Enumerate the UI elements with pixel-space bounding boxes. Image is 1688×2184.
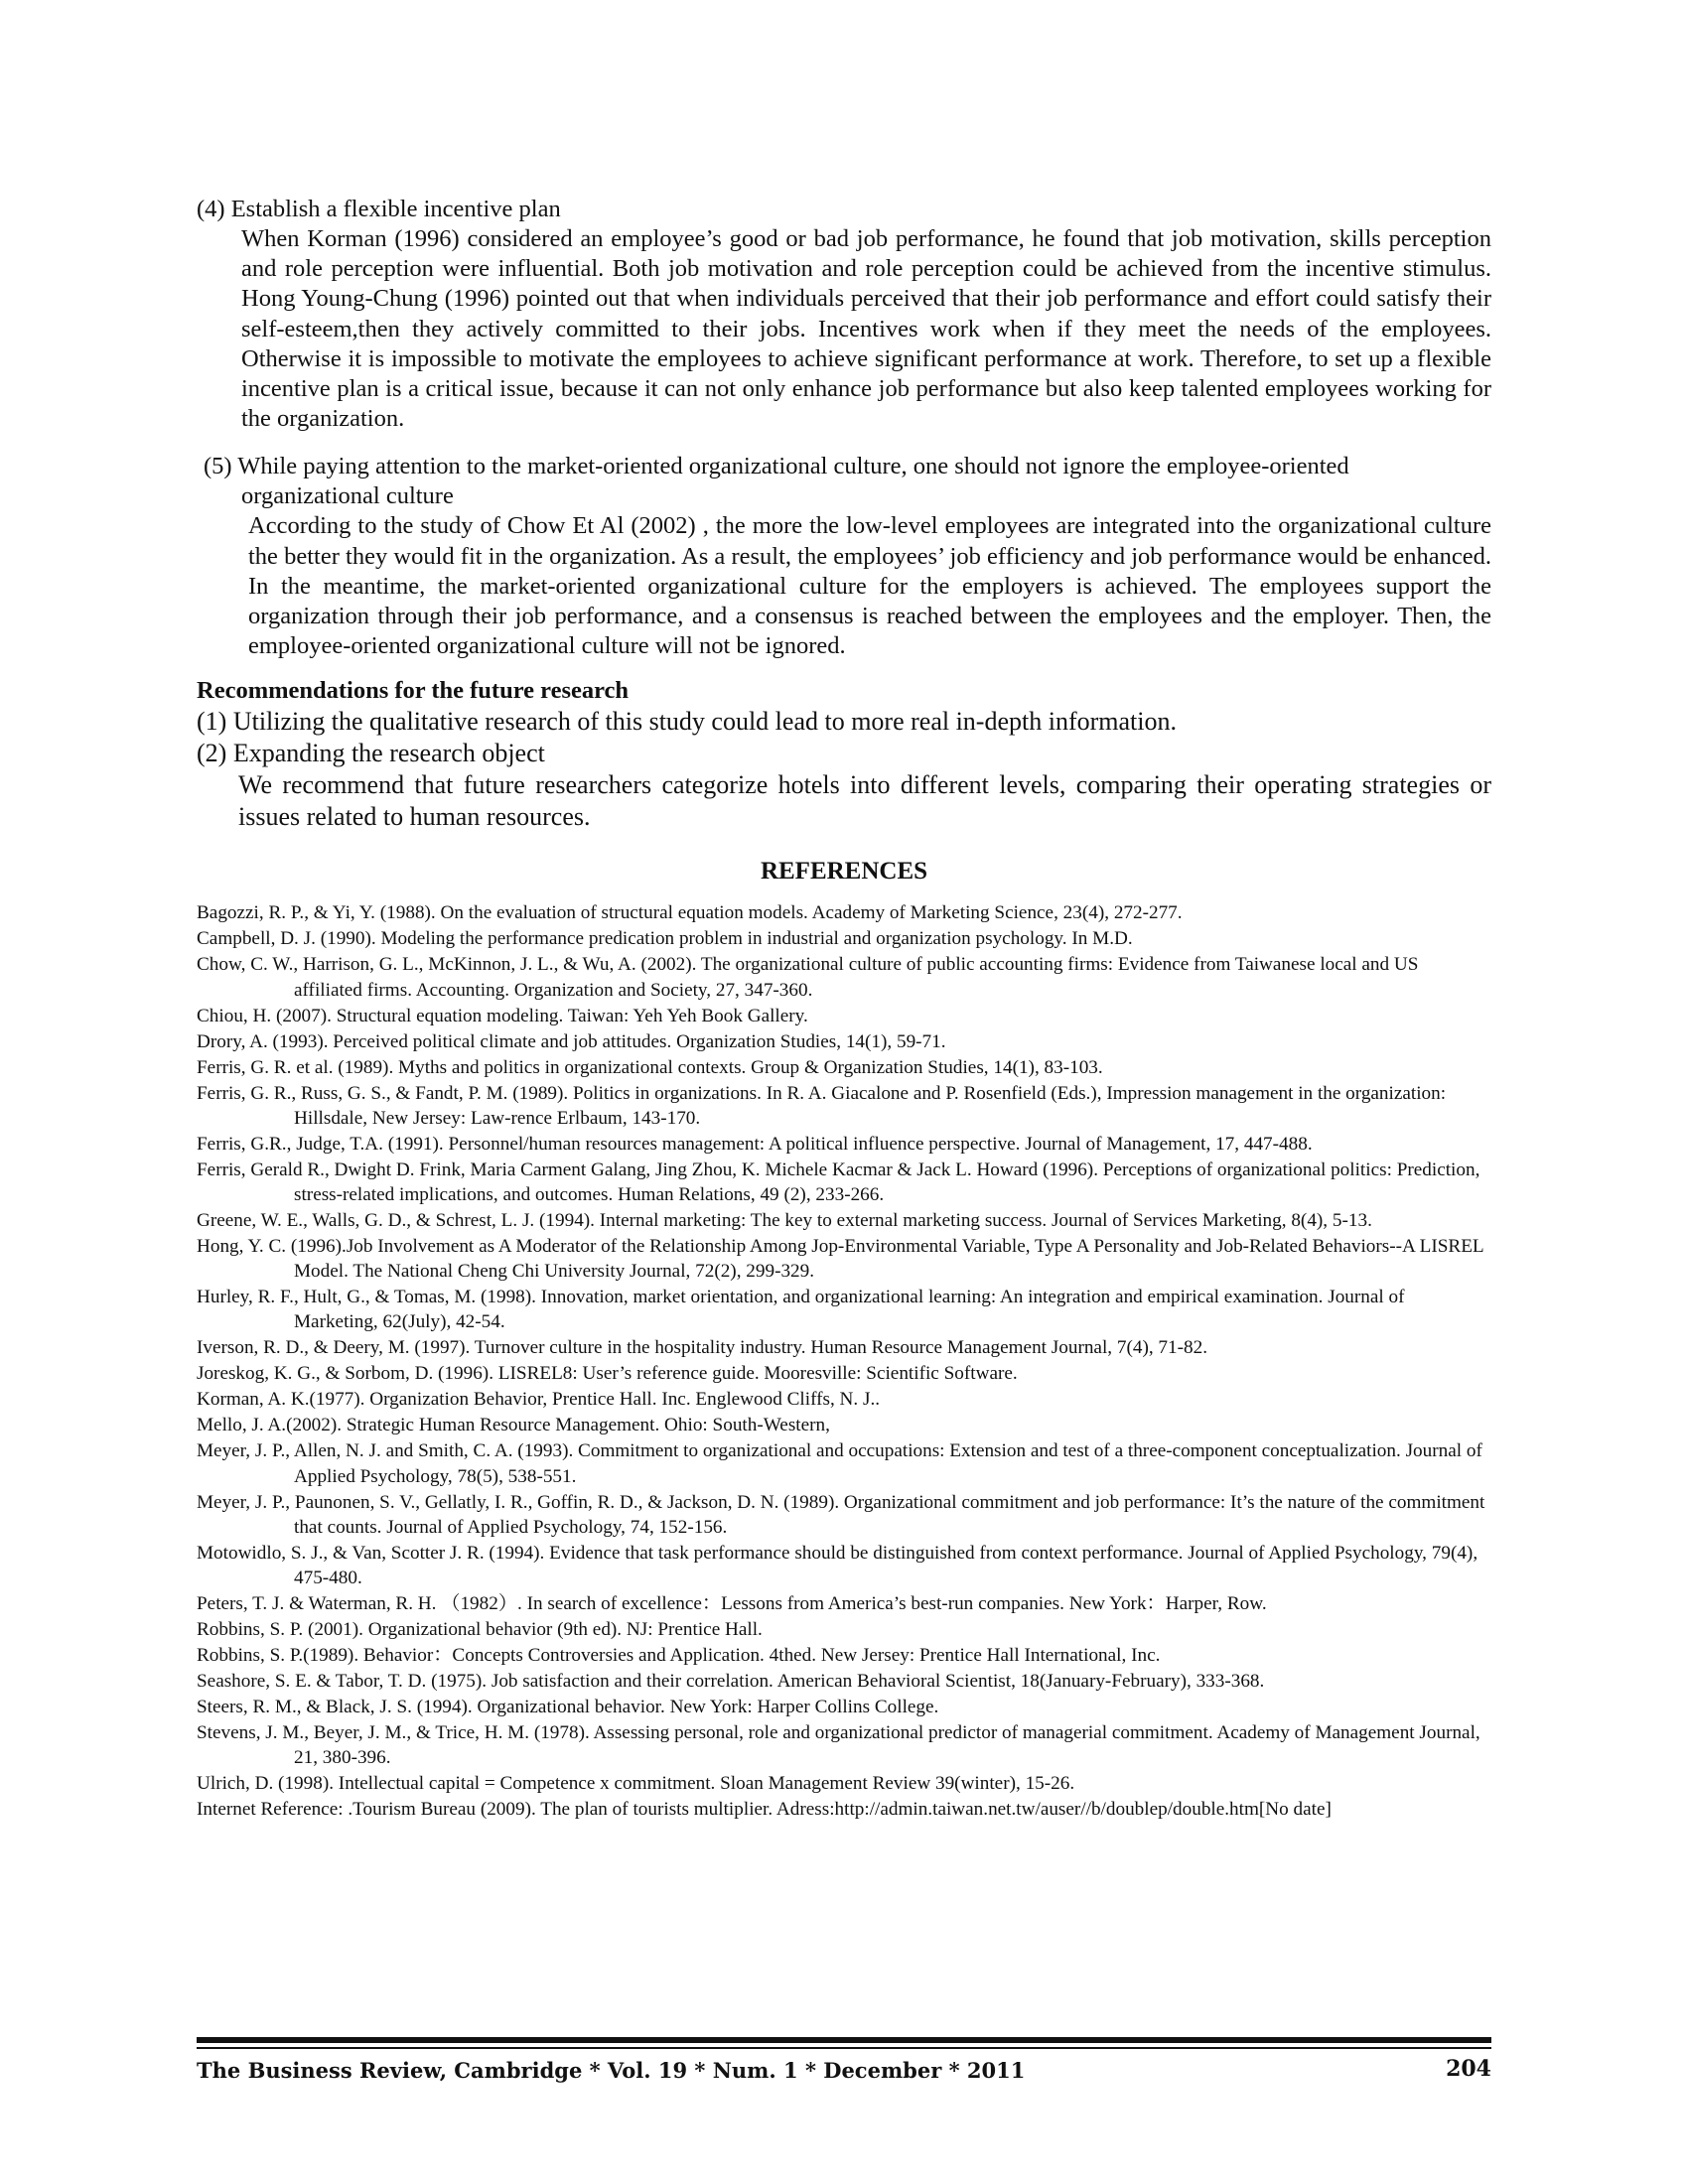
footer-rule-thick <box>197 2037 1491 2043</box>
reference-item: Seashore, S. E. & Tabor, T. D. (1975). Job satisfaction and their correlation. American Behavioral Scientist, 18(January-February), 333-368. <box>197 1671 1265 1693</box>
reference-item: Mello, J. A.(2002). Strategic Human Resource Management. Ohio: South-Western, <box>197 1415 830 1436</box>
section-4 <box>197 195 1491 434</box>
section-5-body: According to the study of Chow Et Al (2002) , the more the low-level employees are integrated into the organizational culture the better they would fit in the organization. As a result, the employees’ job efficiency and job performance would be enhanced. In the meantime, the market-oriented organizational culture for the employers is achieved. The employees support the organization through their job performance, and a consensus is reached between the employees and the employer. Then, the employee-oriented organizational culture will not be ignored. <box>248 512 1491 660</box>
reference-item: Robbins, S. P.(1989). Behavior：Concepts Controversies and Application. 4thed. New Jersey: Prentice Hall International, Inc. <box>197 1645 1161 1667</box>
reference-item: Ulrich, D. (1998). Intellectual capital = Competence x commitment. Sloan Management Review 39(winter), 15-26. <box>197 1773 1075 1795</box>
reference-item: Peters, T. J. & Waterman, R. H. （1982）. In search of excellence：Lessons from America’s best-run companies. New York：Harper, Row. <box>197 1593 1267 1615</box>
recommendations-section <box>197 676 1491 833</box>
reference-item: Korman, A. K.(1977). Organization Behavior, Prentice Hall. Inc. Englewood Cliffs, N. J.. <box>197 1389 881 1411</box>
reference-item: Iverson, R. D., & Deery, M. (1997). Turnover culture in the hospitality industry. Human Resource Management Journal, 7(4), 71-82. <box>197 1337 1207 1359</box>
section-5-heading-line2: organizational culture <box>241 482 454 510</box>
reference-item: Internet Reference: .Tourism Bureau (2009). The plan of tourists multiplier. Adress:http://admin.taiwan.net.tw/auser//b/doublep/double.htm[No date] <box>197 1799 1332 1821</box>
reference-item: Drory, A. (1993). Perceived political climate and job attitudes. Organization Studies, 14(1), 59-71. <box>197 1030 946 1052</box>
reference-item: Stevens, J. M., Beyer, J. M., & Trice, H. M. (1978). Assessing personal, role and organizational predictor of managerial commitment. Academy of Management Journal, 21, 380-396. <box>197 1722 1480 1769</box>
reference-item: Greene, W. E., Walls, G. D., & Schrest, L. J. (1994). Internal marketing: The key to external marketing success. Journal of Services Marketing, 8(4), 5-13. <box>197 1210 1372 1232</box>
section-5-heading-line1: (5) While paying attention to the market-oriented organizational culture, one should not ignore the employee-oriented <box>204 453 1349 480</box>
recommendation-2: (2) Expanding the research object <box>197 739 545 768</box>
reference-item: Bagozzi, R. P., & Yi, Y. (1988). On the evaluation of structural equation models. Academy of Marketing Science, 23(4), 272-277. <box>197 902 1183 924</box>
recommendations-title: Recommendations for the future research <box>197 677 630 705</box>
reference-item: Campbell, D. J. (1990). Modeling the performance predication problem in industrial and organization psychology. In M.D. <box>197 928 1133 950</box>
footer-rule-thin <box>197 2047 1491 2049</box>
reference-item: Robbins, S. P. (2001). Organizational behavior (9th ed). NJ: Prentice Hall. <box>197 1619 763 1641</box>
page-content <box>197 195 1491 1823</box>
footer-journal-info: The Business Review, Cambridge * Vol. 19 * Num. 1 * December * 2011 <box>197 2058 1026 2083</box>
reference-item: Hong, Y. C. (1996).Job Involvement as A Moderator of the Relationship Among Jop-Environmental Variable, Type A Personality and Job-Related Behaviors--A LISREL Model. The National Cheng Chi University Journal, 72(2), 299-329. <box>197 1236 1483 1283</box>
recommendation-2-body: We recommend that future researchers categorize hotels into different levels, comparing their operating strategies or issues related to human resources. <box>238 770 1491 832</box>
reference-item: Ferris, G. R. et al. (1989). Myths and politics in organizational contexts. Group & Organization Studies, 14(1), 83-103. <box>197 1056 1103 1078</box>
reference-item: Ferris, G. R., Russ, G. S., & Fandt, P. M. (1989). Politics in organizations. In R. A. Giacalone and P. Rosenfield (Eds.), Impression management in the organization: Hillsdale, New Jersey: Law-rence Erlbaum, 143-170. <box>197 1082 1447 1129</box>
reference-item: Motowidlo, S. J., & Van, Scotter J. R. (1994). Evidence that task performance should be distinguished from context performance. Journal of Applied Psychology, 79(4), 475-480. <box>197 1542 1478 1589</box>
reference-item: Meyer, J. P., Paunonen, S. V., Gellatly, I. R., Goffin, R. D., & Jackson, D. N. (1989). Organizational commitment and job performance: It’s the nature of the commitment that counts. Journal of Applied Psychology, 74, 152-156. <box>197 1491 1485 1538</box>
section-4-heading: (4) Establish a flexible incentive plan <box>197 196 561 222</box>
reference-item: Hurley, R. F., Hult, G., & Tomas, M. (1998). Innovation, market orientation, and organizational learning: An integration and empirical examination. Journal of Marketing, 62(July), 42-54. <box>197 1287 1405 1333</box>
section-5 <box>197 452 1491 661</box>
recommendation-1: (1) Utilizing the qualitative research of this study could lead to more real in-depth information. <box>197 707 1177 737</box>
section-4-body: When Korman (1996) considered an employee’s good or bad job performance, he found that job motivation, skills perception and role perception were influential. Both job motivation and role perception could be achieved from the incentive stimulus. Hong Young-Chung (1996) pointed out that when individuals perceived that their job performance and effort could satisfy their self-esteem,then they actively committed to their jobs. Incentives work when if they meet the needs of the employees. Otherwise it is impossible to motivate the employees to achieve significant performance at work. Therefore, to set up a flexible incentive plan is a critical issue, because it can not only enhance job performance but also keep talented employees working for the organization. <box>241 225 1491 433</box>
page-number: 204 <box>1446 2056 1491 2082</box>
reference-item: Meyer, J. P., Allen, N. J. and Smith, C. A. (1993). Commitment to organizational and occupations: Extension and test of a three-component conceptualization. Journal of Applied Psychology, 78(5), 538-551. <box>197 1440 1482 1487</box>
reference-item: Steers, R. M., & Black, J. S. (1994). Organizational behavior. New York: Harper Collins College. <box>197 1697 939 1718</box>
references-list <box>197 900 1491 1822</box>
reference-item: Chow, C. W., Harrison, G. L., McKinnon, J. L., & Wu, A. (2002). The organizational culture of public accounting firms: Evidence from Taiwanese local and US affiliated firms. Accounting. Organization and Society, 27, 347-360. <box>197 954 1419 1001</box>
reference-item: Joreskog, K. G., & Sorbom, D. (1996). LISREL8: User’s reference guide. Mooresville: Scientific Software. <box>197 1363 1018 1385</box>
references-title: REFERENCES <box>760 858 928 886</box>
reference-item: Ferris, Gerald R., Dwight D. Frink, Maria Carment Galang, Jing Zhou, K. Michele Kacmar & Jack L. Howard (1996). Perceptions of organizational politics: Prediction, stress-related implications, and outcomes. Human Relations, 49 (2), 233-266. <box>197 1159 1480 1206</box>
reference-item: Ferris, G.R., Judge, T.A. (1991). Personnel/human resources management: A political influence perspective. Journal of Management, 17, 447-488. <box>197 1133 1313 1155</box>
reference-item: Chiou, H. (2007). Structural equation modeling. Taiwan: Yeh Yeh Book Gallery. <box>197 1005 808 1026</box>
references-section <box>197 857 1491 1822</box>
section-5-heading <box>197 452 1491 511</box>
